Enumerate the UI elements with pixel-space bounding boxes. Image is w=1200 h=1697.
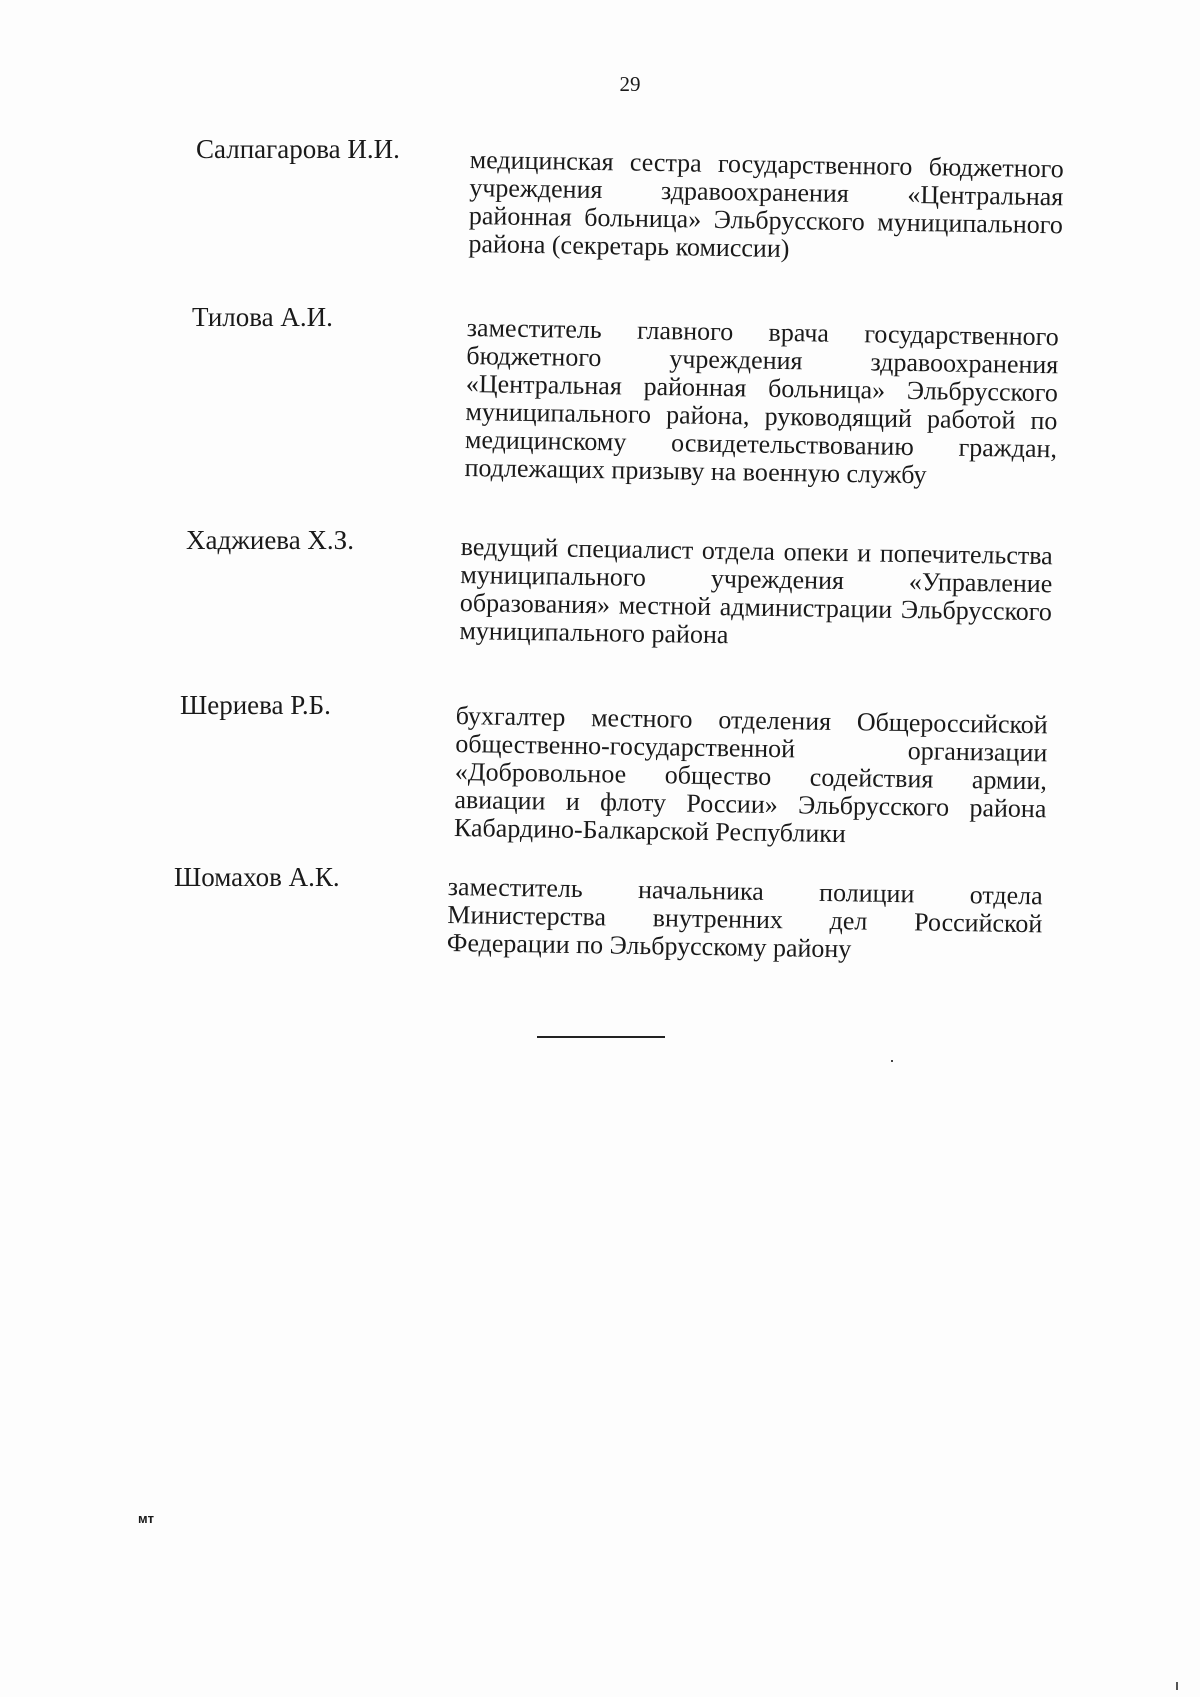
member-position: ведущий специалист отдела опеки и попечительства муниципального учреждения «Управление образования» местной администрации Эльбрусского муниципального района (459, 532, 1053, 650)
member-name: Тилова А.И. (192, 302, 333, 332)
scan-edge-mark (1176, 1682, 1178, 1690)
footer-initials: мт (138, 1511, 154, 1526)
closing-divider-line (537, 1036, 665, 1038)
member-position: медицинская сестра государственного бюджетного учреждения здравоохранения «Центральная районная больница» Эльбрусского муниципального района (секретарь комиссии) (468, 145, 1064, 264)
scan-speck (891, 1060, 893, 1062)
member-name: Шериева Р.Б. (180, 690, 331, 720)
member-position: заместитель главного врача государственного бюджетного учреждения здравоохранения «Центральная районная больница» Эльбрусского муниципального района, руководящий работой по медицинскому освидетельствованию граждан, подлежащих призыву на военную службу (464, 313, 1059, 490)
member-name: Шомахов А.К. (174, 862, 340, 892)
member-position: бухгалтер местного отделения Общероссийской общественно-государственной организации «Добровольное общество содействия армии, авиации и флоту России» Эльбрусского района Кабардино-Балкарской Республики (453, 701, 1048, 849)
page-number: 29 (619, 72, 641, 96)
member-position: заместитель начальника полиции отдела Министерства внутренних дел Российской Федерации по Эльбрусскому району (446, 872, 1043, 964)
member-name: Хаджиева Х.З. (186, 525, 354, 555)
member-name: Салпагарова И.И. (196, 134, 400, 164)
